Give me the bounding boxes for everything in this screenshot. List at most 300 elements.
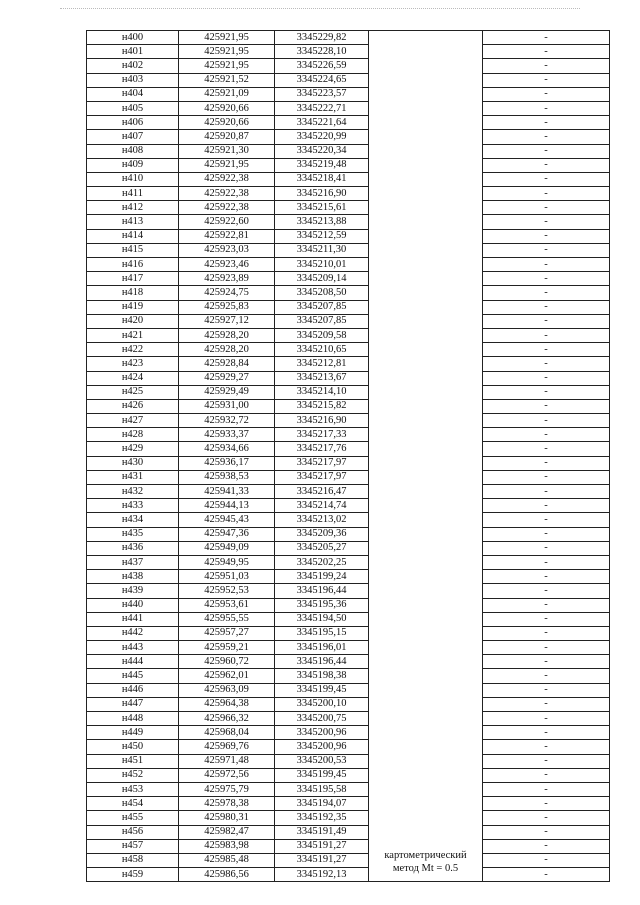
x-coordinate-cell: 425982,47 — [179, 825, 275, 839]
table-row — [87, 286, 610, 300]
x-coordinate-cell: 425949,09 — [179, 541, 275, 555]
note-cell: - — [483, 428, 610, 442]
point-id-cell: н412 — [87, 201, 179, 215]
x-coordinate-cell: 425921,95 — [179, 59, 275, 73]
y-coordinate-cell: 3345211,30 — [275, 243, 369, 257]
y-coordinate-cell: 3345228,10 — [275, 45, 369, 59]
y-coordinate-cell: 3345221,64 — [275, 116, 369, 130]
y-coordinate-cell: 3345212,81 — [275, 357, 369, 371]
point-id-cell: н415 — [87, 243, 179, 257]
table-row — [87, 825, 610, 839]
point-id-cell: н430 — [87, 456, 179, 470]
table-row — [87, 229, 610, 243]
table-row — [87, 31, 610, 45]
table-row — [87, 385, 610, 399]
point-id-cell: н454 — [87, 797, 179, 811]
table-row — [87, 158, 610, 172]
point-id-cell: н448 — [87, 712, 179, 726]
y-coordinate-cell: 3345219,48 — [275, 158, 369, 172]
x-coordinate-cell: 425975,79 — [179, 782, 275, 796]
point-id-cell: н442 — [87, 626, 179, 640]
method-accuracy: метод Mt = 0.5 — [392, 863, 459, 875]
point-id-cell: н451 — [87, 754, 179, 768]
point-id-cell: н436 — [87, 541, 179, 555]
coordinates-table — [86, 30, 610, 882]
x-coordinate-cell: 425922,38 — [179, 187, 275, 201]
x-coordinate-cell: 425929,27 — [179, 371, 275, 385]
point-id-cell: н417 — [87, 272, 179, 286]
table-row — [87, 485, 610, 499]
point-id-cell: н459 — [87, 868, 179, 882]
coordinates-table-body — [87, 31, 610, 882]
table-row — [87, 172, 610, 186]
y-coordinate-cell: 3345199,24 — [275, 570, 369, 584]
table-row — [87, 272, 610, 286]
table-row — [87, 541, 610, 555]
point-id-cell: н401 — [87, 45, 179, 59]
y-coordinate-cell: 3345207,85 — [275, 300, 369, 314]
y-coordinate-cell: 3345194,50 — [275, 612, 369, 626]
point-id-cell: н431 — [87, 470, 179, 484]
point-id-cell: н427 — [87, 414, 179, 428]
table-row — [87, 258, 610, 272]
x-coordinate-cell: 425962,01 — [179, 669, 275, 683]
note-cell: - — [483, 825, 610, 839]
y-coordinate-cell: 3345209,14 — [275, 272, 369, 286]
scan-edge-line — [60, 8, 580, 10]
point-id-cell: н410 — [87, 172, 179, 186]
note-cell: - — [483, 555, 610, 569]
point-id-cell: н457 — [87, 839, 179, 853]
x-coordinate-cell: 425929,49 — [179, 385, 275, 399]
x-coordinate-cell: 425983,98 — [179, 839, 275, 853]
note-cell: - — [483, 73, 610, 87]
y-coordinate-cell: 3345195,36 — [275, 598, 369, 612]
x-coordinate-cell: 425972,56 — [179, 768, 275, 782]
x-coordinate-cell: 425945,43 — [179, 513, 275, 527]
x-coordinate-cell: 425964,38 — [179, 697, 275, 711]
note-cell: - — [483, 669, 610, 683]
note-cell: - — [483, 314, 610, 328]
point-id-cell: н425 — [87, 385, 179, 399]
table-row — [87, 300, 610, 314]
y-coordinate-cell: 3345192,13 — [275, 868, 369, 882]
x-coordinate-cell: 425921,09 — [179, 87, 275, 101]
note-cell: - — [483, 201, 610, 215]
note-cell: - — [483, 470, 610, 484]
y-coordinate-cell: 3345198,38 — [275, 669, 369, 683]
table-row — [87, 314, 610, 328]
x-coordinate-cell: 425928,20 — [179, 343, 275, 357]
point-id-cell: н433 — [87, 499, 179, 513]
table-row — [87, 754, 610, 768]
point-id-cell: н445 — [87, 669, 179, 683]
note-cell: - — [483, 726, 610, 740]
x-coordinate-cell: 425963,09 — [179, 683, 275, 697]
table-row — [87, 201, 610, 215]
x-coordinate-cell: 425941,33 — [179, 485, 275, 499]
x-coordinate-cell: 425921,52 — [179, 73, 275, 87]
y-coordinate-cell: 3345195,58 — [275, 782, 369, 796]
note-cell: - — [483, 229, 610, 243]
y-coordinate-cell: 3345224,65 — [275, 73, 369, 87]
table-row — [87, 598, 610, 612]
table-row — [87, 740, 610, 754]
note-cell: - — [483, 87, 610, 101]
x-coordinate-cell: 425933,37 — [179, 428, 275, 442]
note-cell: - — [483, 527, 610, 541]
y-coordinate-cell: 3345212,59 — [275, 229, 369, 243]
y-coordinate-cell: 3345196,44 — [275, 655, 369, 669]
note-cell: - — [483, 187, 610, 201]
y-coordinate-cell: 3345195,15 — [275, 626, 369, 640]
x-coordinate-cell: 425957,27 — [179, 626, 275, 640]
note-cell: - — [483, 697, 610, 711]
note-cell: - — [483, 456, 610, 470]
point-id-cell: н446 — [87, 683, 179, 697]
point-id-cell: н450 — [87, 740, 179, 754]
note-cell: - — [483, 144, 610, 158]
point-id-cell: н435 — [87, 527, 179, 541]
x-coordinate-cell: 425953,61 — [179, 598, 275, 612]
table-row — [87, 655, 610, 669]
table-row — [87, 853, 610, 867]
method-name: картометрический — [384, 850, 467, 862]
note-cell: - — [483, 584, 610, 598]
point-id-cell: н400 — [87, 31, 179, 45]
x-coordinate-cell: 425978,38 — [179, 797, 275, 811]
x-coordinate-cell: 425921,95 — [179, 31, 275, 45]
note-cell: - — [483, 258, 610, 272]
x-coordinate-cell: 425966,32 — [179, 712, 275, 726]
table-row — [87, 371, 610, 385]
y-coordinate-cell: 3345200,53 — [275, 754, 369, 768]
note-cell: - — [483, 768, 610, 782]
table-row — [87, 215, 610, 229]
table-row — [87, 797, 610, 811]
point-id-cell: н421 — [87, 328, 179, 342]
point-id-cell: н429 — [87, 442, 179, 456]
y-coordinate-cell: 3345192,35 — [275, 811, 369, 825]
point-id-cell: н452 — [87, 768, 179, 782]
table-row — [87, 470, 610, 484]
note-cell: - — [483, 385, 610, 399]
point-id-cell: н441 — [87, 612, 179, 626]
note-cell: - — [483, 158, 610, 172]
point-id-cell: н426 — [87, 399, 179, 413]
x-coordinate-cell: 425944,13 — [179, 499, 275, 513]
y-coordinate-cell: 3345202,25 — [275, 555, 369, 569]
x-coordinate-cell: 425952,53 — [179, 584, 275, 598]
table-row — [87, 570, 610, 584]
point-id-cell: н409 — [87, 158, 179, 172]
y-coordinate-cell: 3345200,96 — [275, 740, 369, 754]
table-row — [87, 499, 610, 513]
y-coordinate-cell: 3345207,85 — [275, 314, 369, 328]
y-coordinate-cell: 3345229,82 — [275, 31, 369, 45]
note-cell: - — [483, 655, 610, 669]
x-coordinate-cell: 425922,38 — [179, 201, 275, 215]
x-coordinate-cell: 425923,46 — [179, 258, 275, 272]
note-cell: - — [483, 371, 610, 385]
note-cell: - — [483, 300, 610, 314]
note-cell: - — [483, 612, 610, 626]
x-coordinate-cell: 425921,95 — [179, 45, 275, 59]
y-coordinate-cell: 3345215,61 — [275, 201, 369, 215]
note-cell: - — [483, 101, 610, 115]
y-coordinate-cell: 3345215,82 — [275, 399, 369, 413]
table-row — [87, 839, 610, 853]
point-id-cell: н437 — [87, 555, 179, 569]
point-id-cell: н447 — [87, 697, 179, 711]
x-coordinate-cell: 425980,31 — [179, 811, 275, 825]
table-row — [87, 73, 610, 87]
note-cell: - — [483, 626, 610, 640]
note-cell: - — [483, 782, 610, 796]
table-row — [87, 144, 610, 158]
table-row — [87, 669, 610, 683]
x-coordinate-cell: 425936,17 — [179, 456, 275, 470]
point-id-cell: н422 — [87, 343, 179, 357]
note-cell: - — [483, 399, 610, 413]
note-cell: - — [483, 598, 610, 612]
note-cell: - — [483, 130, 610, 144]
y-coordinate-cell: 3345226,59 — [275, 59, 369, 73]
y-coordinate-cell: 3345217,97 — [275, 456, 369, 470]
point-id-cell: н419 — [87, 300, 179, 314]
point-id-cell: н428 — [87, 428, 179, 442]
note-cell: - — [483, 45, 610, 59]
point-id-cell: н439 — [87, 584, 179, 598]
point-id-cell: н453 — [87, 782, 179, 796]
x-coordinate-cell: 425951,03 — [179, 570, 275, 584]
note-cell: - — [483, 868, 610, 882]
y-coordinate-cell: 3345210,01 — [275, 258, 369, 272]
note-cell: - — [483, 215, 610, 229]
x-coordinate-cell: 425947,36 — [179, 527, 275, 541]
note-cell: - — [483, 59, 610, 73]
y-coordinate-cell: 3345214,74 — [275, 499, 369, 513]
note-cell: - — [483, 328, 610, 342]
point-id-cell: н418 — [87, 286, 179, 300]
note-cell: - — [483, 31, 610, 45]
x-coordinate-cell: 425921,30 — [179, 144, 275, 158]
point-id-cell: н455 — [87, 811, 179, 825]
table-row — [87, 712, 610, 726]
x-coordinate-cell: 425922,81 — [179, 229, 275, 243]
x-coordinate-cell: 425922,60 — [179, 215, 275, 229]
y-coordinate-cell: 3345191,27 — [275, 839, 369, 853]
x-coordinate-cell: 425925,83 — [179, 300, 275, 314]
table-row — [87, 357, 610, 371]
x-coordinate-cell: 425923,03 — [179, 243, 275, 257]
y-coordinate-cell: 3345223,57 — [275, 87, 369, 101]
table-row — [87, 414, 610, 428]
note-cell: - — [483, 499, 610, 513]
point-id-cell: н408 — [87, 144, 179, 158]
table-row — [87, 513, 610, 527]
note-cell: - — [483, 357, 610, 371]
y-coordinate-cell: 3345218,41 — [275, 172, 369, 186]
note-cell: - — [483, 811, 610, 825]
x-coordinate-cell: 425934,66 — [179, 442, 275, 456]
y-coordinate-cell: 3345213,02 — [275, 513, 369, 527]
x-coordinate-cell: 425920,66 — [179, 116, 275, 130]
point-id-cell: н424 — [87, 371, 179, 385]
table-row — [87, 584, 610, 598]
y-coordinate-cell: 3345194,07 — [275, 797, 369, 811]
table-row — [87, 187, 610, 201]
point-id-cell: н413 — [87, 215, 179, 229]
y-coordinate-cell: 3345216,90 — [275, 414, 369, 428]
note-cell: - — [483, 641, 610, 655]
x-coordinate-cell: 425920,66 — [179, 101, 275, 115]
x-coordinate-cell: 425938,53 — [179, 470, 275, 484]
point-id-cell: н405 — [87, 101, 179, 115]
point-id-cell: н456 — [87, 825, 179, 839]
table-row — [87, 399, 610, 413]
note-cell: - — [483, 343, 610, 357]
point-id-cell: н438 — [87, 570, 179, 584]
note-cell: - — [483, 442, 610, 456]
table-row — [87, 343, 610, 357]
point-id-cell: н404 — [87, 87, 179, 101]
x-coordinate-cell: 425921,95 — [179, 158, 275, 172]
table-row — [87, 101, 610, 115]
note-cell: - — [483, 243, 610, 257]
table-row — [87, 768, 610, 782]
y-coordinate-cell: 3345208,50 — [275, 286, 369, 300]
table-row — [87, 697, 610, 711]
y-coordinate-cell: 3345200,75 — [275, 712, 369, 726]
x-coordinate-cell: 425949,95 — [179, 555, 275, 569]
x-coordinate-cell: 425986,56 — [179, 868, 275, 882]
note-cell: - — [483, 513, 610, 527]
point-id-cell: н411 — [87, 187, 179, 201]
y-coordinate-cell: 3345210,65 — [275, 343, 369, 357]
y-coordinate-cell: 3345222,71 — [275, 101, 369, 115]
y-coordinate-cell: 3345191,27 — [275, 853, 369, 867]
x-coordinate-cell: 425927,12 — [179, 314, 275, 328]
point-id-cell: н440 — [87, 598, 179, 612]
x-coordinate-cell: 425932,72 — [179, 414, 275, 428]
x-coordinate-cell: 425931,00 — [179, 399, 275, 413]
note-cell: - — [483, 570, 610, 584]
table-row — [87, 726, 610, 740]
x-coordinate-cell: 425971,48 — [179, 754, 275, 768]
x-coordinate-cell: 425960,72 — [179, 655, 275, 669]
x-coordinate-cell: 425955,55 — [179, 612, 275, 626]
table-row — [87, 442, 610, 456]
table-row — [87, 328, 610, 342]
x-coordinate-cell: 425928,20 — [179, 328, 275, 342]
y-coordinate-cell: 3345213,67 — [275, 371, 369, 385]
point-id-cell: н403 — [87, 73, 179, 87]
x-coordinate-cell: 425923,89 — [179, 272, 275, 286]
y-coordinate-cell: 3345191,49 — [275, 825, 369, 839]
y-coordinate-cell: 3345196,44 — [275, 584, 369, 598]
y-coordinate-cell: 3345200,10 — [275, 697, 369, 711]
note-cell: - — [483, 712, 610, 726]
y-coordinate-cell: 3345209,36 — [275, 527, 369, 541]
x-coordinate-cell: 425985,48 — [179, 853, 275, 867]
y-coordinate-cell: 3345217,97 — [275, 470, 369, 484]
table-row — [87, 811, 610, 825]
point-id-cell: н416 — [87, 258, 179, 272]
table-row — [87, 116, 610, 130]
note-cell: - — [483, 740, 610, 754]
table-row — [87, 59, 610, 73]
table-row — [87, 612, 610, 626]
y-coordinate-cell: 3345213,88 — [275, 215, 369, 229]
note-cell: - — [483, 853, 610, 867]
table-row — [87, 45, 610, 59]
x-coordinate-cell: 425928,84 — [179, 357, 275, 371]
table-row — [87, 527, 610, 541]
point-id-cell: н423 — [87, 357, 179, 371]
method-cell — [369, 31, 483, 882]
x-coordinate-cell: 425924,75 — [179, 286, 275, 300]
note-cell: - — [483, 414, 610, 428]
table-row — [87, 782, 610, 796]
table-row — [87, 130, 610, 144]
y-coordinate-cell: 3345220,99 — [275, 130, 369, 144]
note-cell: - — [483, 839, 610, 853]
point-id-cell: н420 — [87, 314, 179, 328]
y-coordinate-cell: 3345199,45 — [275, 768, 369, 782]
table-row — [87, 87, 610, 101]
point-id-cell: н443 — [87, 641, 179, 655]
y-coordinate-cell: 3345199,45 — [275, 683, 369, 697]
table-row — [87, 683, 610, 697]
y-coordinate-cell: 3345220,34 — [275, 144, 369, 158]
y-coordinate-cell: 3345214,10 — [275, 385, 369, 399]
point-id-cell: н449 — [87, 726, 179, 740]
point-id-cell: н414 — [87, 229, 179, 243]
y-coordinate-cell: 3345216,47 — [275, 485, 369, 499]
point-id-cell: н432 — [87, 485, 179, 499]
y-coordinate-cell: 3345217,33 — [275, 428, 369, 442]
x-coordinate-cell: 425968,04 — [179, 726, 275, 740]
y-coordinate-cell: 3345209,58 — [275, 328, 369, 342]
point-id-cell: н444 — [87, 655, 179, 669]
note-cell: - — [483, 116, 610, 130]
table-row — [87, 555, 610, 569]
point-id-cell: н407 — [87, 130, 179, 144]
x-coordinate-cell: 425969,76 — [179, 740, 275, 754]
x-coordinate-cell: 425922,38 — [179, 172, 275, 186]
note-cell: - — [483, 541, 610, 555]
table-row — [87, 428, 610, 442]
point-id-cell: н402 — [87, 59, 179, 73]
y-coordinate-cell: 3345205,27 — [275, 541, 369, 555]
note-cell: - — [483, 754, 610, 768]
note-cell: - — [483, 485, 610, 499]
note-cell: - — [483, 172, 610, 186]
table-row — [87, 626, 610, 640]
point-id-cell: н406 — [87, 116, 179, 130]
note-cell: - — [483, 797, 610, 811]
table-row — [87, 243, 610, 257]
table-row — [87, 868, 610, 882]
x-coordinate-cell: 425920,87 — [179, 130, 275, 144]
y-coordinate-cell: 3345200,96 — [275, 726, 369, 740]
y-coordinate-cell: 3345216,90 — [275, 187, 369, 201]
x-coordinate-cell: 425959,21 — [179, 641, 275, 655]
point-id-cell: н434 — [87, 513, 179, 527]
table-row — [87, 641, 610, 655]
note-cell: - — [483, 286, 610, 300]
